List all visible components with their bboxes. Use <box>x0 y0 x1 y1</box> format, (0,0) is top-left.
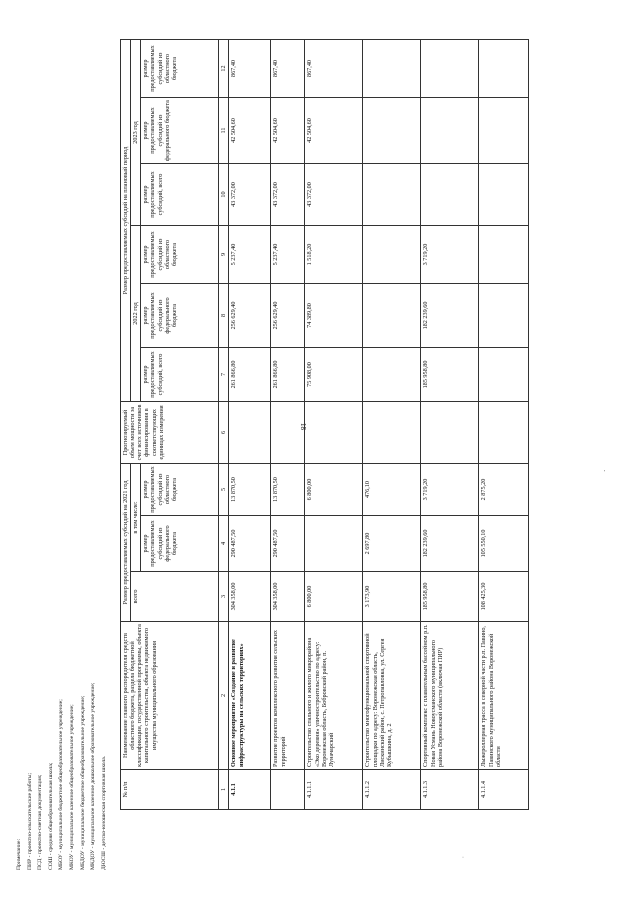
cell-c8: 256 629,40 <box>271 284 305 348</box>
cell-c8: 256 629,40 <box>229 284 271 348</box>
cell-c5: 2 875,20 <box>479 464 529 516</box>
header-2023-total: размер предоставляемых субсидий, всего <box>141 164 219 226</box>
col-num: 12 <box>219 39 229 97</box>
header-2022-reg: размер предоставляемых субсидий из областного бюджета <box>141 226 219 284</box>
cell-c4: 290 487,50 <box>229 516 271 572</box>
cell-c10: 43 372,00 <box>305 164 363 226</box>
cell-c11: 42 504,60 <box>271 98 305 164</box>
cell-c6 <box>271 402 305 464</box>
page-number: 18 <box>299 423 307 430</box>
cell-c6 <box>363 402 421 464</box>
cell-c12: 867,40 <box>305 39 363 97</box>
header-num-row <box>219 39 229 809</box>
col-num: 4 <box>219 516 229 572</box>
cell-no: 4.1.1.2 <box>363 770 421 810</box>
cell-c5: 476,10 <box>363 464 421 516</box>
note-line: МКДОУ - муниципальное казенное дошкольное образовательное учреждение; <box>90 682 97 870</box>
cell-c4: 182 239,60 <box>421 516 479 572</box>
cell-c4: 2 697,80 <box>363 516 421 572</box>
cell-name: Лыжероллерная трасса в северной части р.п. Павино, Павинского муниципального района Воронежской области <box>479 622 529 770</box>
cell-c5: 13 870,50 <box>271 464 305 516</box>
cell-c7 <box>363 348 421 402</box>
cell-c9 <box>479 226 529 284</box>
col-num: 3 <box>219 572 229 622</box>
note-line: МБОУ - муниципальное бюджетное общеобразовательное учреждение; <box>58 699 65 870</box>
note-line: МКОУ - муниципальное казенное общеобразовательное учреждение; <box>68 704 75 870</box>
col-num: 7 <box>219 348 229 402</box>
header-2023: 2023 год <box>131 39 141 225</box>
cell-c11 <box>479 98 529 164</box>
cell-c7 <box>479 348 529 402</box>
col-num: 2 <box>219 622 229 770</box>
header-2021-total: всего <box>131 572 219 622</box>
cell-c11 <box>363 98 421 164</box>
cell-name: Строительство спального и жилого микрорайона «Эко деревня» уличностроительство по адресу: Воронежская область, Бобровский район, п. Луначарский <box>305 622 363 770</box>
header-2021-reg: размер предоставляемых субсидий из областного бюджета <box>141 464 219 516</box>
col-num: 5 <box>219 464 229 516</box>
cell-c4: 290 487,50 <box>271 516 305 572</box>
cell-name: Основное мероприятие «Создание и развитие инфраструктуры на сельских территориях» <box>229 622 271 770</box>
subsidy-table-rotated <box>120 40 600 810</box>
cell-c12: 867,40 <box>229 39 271 97</box>
header-2022-fed: размер предоставляемых субсидий из федерального бюджета <box>141 284 219 348</box>
cell-c3: 304 358,00 <box>271 572 305 622</box>
cell-name: Развитие проектов комплексного развития сельских территорий <box>271 622 305 770</box>
cell-c12 <box>479 39 529 97</box>
cell-c6 <box>229 402 271 464</box>
cell-c12: 867,40 <box>271 39 305 97</box>
cell-c10 <box>421 164 479 226</box>
cell-c12 <box>421 39 479 97</box>
cell-c3: 108 425,30 <box>479 572 529 622</box>
cell-c9: 3 719,20 <box>421 226 479 284</box>
cell-c4 <box>305 516 363 572</box>
col-num: 10 <box>219 164 229 226</box>
cell-c10: 43 372,00 <box>271 164 305 226</box>
cell-c7: 261 866,80 <box>271 348 305 402</box>
cell-c10 <box>363 164 421 226</box>
cell-c7: 261 866,80 <box>229 348 271 402</box>
cell-c5: 3 719,20 <box>421 464 479 516</box>
cell-c8: 74 389,80 <box>305 284 363 348</box>
cell-no: 4.1.1.3 <box>421 770 479 810</box>
scan-mark: · <box>462 855 464 861</box>
cell-c9: 1 518,20 <box>305 226 363 284</box>
cell-c10: 43 372,00 <box>229 164 271 226</box>
cell-c8: 182 239,60 <box>421 284 479 348</box>
header-forecast: Прогнозируемый объем мощности за счет всех источников финансирования в соответствующих единицах измерения <box>121 402 219 464</box>
cell-no: 4.1.1.1 <box>305 770 363 810</box>
subsidy-table <box>120 39 529 810</box>
table-row <box>305 39 363 809</box>
cell-c11: 42 504,60 <box>229 98 271 164</box>
note-line: ПСД - проектно-сметная документация; <box>37 774 44 870</box>
note-line: Примечание: <box>16 838 22 870</box>
cell-c11 <box>421 98 479 164</box>
cell-c5: 13 870,50 <box>229 464 271 516</box>
header-2022: 2022 год <box>131 226 141 402</box>
cell-c9: 5 237,40 <box>271 226 305 284</box>
cell-c9: 5 237,40 <box>229 226 271 284</box>
col-num: 6 <box>219 402 229 464</box>
cell-c8 <box>363 284 421 348</box>
cell-c5: 6 800,00 <box>305 464 363 516</box>
header-2021-incl: в том числе: <box>131 464 141 572</box>
cell-name: Строительство многофункциональной спортивной площадки по адресу: Воронежская область, Лискинский район, с. Петропавловка, ул. Сергея Кубышкина, д. 2 <box>363 622 421 770</box>
header-2023-fed: размер предоставляемых субсидий из федерального бюджета <box>141 98 219 164</box>
notes-block <box>14 430 107 870</box>
note-line: ПИР - проектно-изыскательские работы; <box>26 772 33 870</box>
cell-c12 <box>363 39 421 97</box>
cell-c7: 75 908,00 <box>305 348 363 402</box>
cell-c11: 42 504,60 <box>305 98 363 164</box>
header-no: № п/п <box>121 770 219 810</box>
note-line: ДЮСШ - детско-юношеская спортивная школа. <box>100 755 107 870</box>
cell-c3: 185 958,80 <box>421 572 479 622</box>
header-2021-fed: размер предоставляемых субсидий из федерального бюджета <box>141 516 219 572</box>
col-num: 9 <box>219 226 229 284</box>
table-row <box>421 39 479 809</box>
cell-c6 <box>305 402 363 464</box>
header-name: Наименование главного распорядителя средств областного бюджета, раздела бюджетной классификации, государственной программы, объекта капитального строительства, объекта недвижимого имущества муниципального образования <box>121 622 219 770</box>
cell-no <box>271 770 305 810</box>
header-2023-reg: размер предоставляемых субсидий из областного бюджета <box>141 39 219 97</box>
header-2022-total: размер предоставляемых субсидий, всего <box>141 348 219 402</box>
col-num: 11 <box>219 98 229 164</box>
header-plan-group: Размер предоставляемых субсидий на плановый период <box>121 39 131 401</box>
table-row <box>479 39 529 809</box>
header-2021-group: Размер предоставляемых субсидий на 2021 год <box>121 464 131 622</box>
col-num: 8 <box>219 284 229 348</box>
cell-c6 <box>421 402 479 464</box>
cell-no: 4.1.1 <box>229 770 271 810</box>
cell-c3: 6 800,00 <box>305 572 363 622</box>
cell-c3: 3 173,90 <box>363 572 421 622</box>
col-num: 1 <box>219 770 229 810</box>
table-row <box>363 39 421 809</box>
scan-mark: ' <box>604 470 606 476</box>
cell-c9 <box>363 226 421 284</box>
cell-c7: 185 958,80 <box>421 348 479 402</box>
table-row <box>229 39 271 809</box>
note-line: МБДОУ - муниципальное бюджетное общеобразовательное учреждение; <box>79 695 86 870</box>
cell-c6 <box>479 402 529 464</box>
note-line: СОШ - средняя общеобразовательная школа; <box>47 762 54 870</box>
table-row <box>271 39 305 809</box>
cell-c8 <box>479 284 529 348</box>
cell-name: Спортивный комплекс с плавательным бассейном р.п. Новая Усмань Новоусманского муниципального района Воронежской области (включая ПИР) <box>421 622 479 770</box>
cell-c4: 105 550,10 <box>479 516 529 572</box>
cell-no: 4.1.1.4 <box>479 770 529 810</box>
cell-c3: 304 358,00 <box>229 572 271 622</box>
cell-c10 <box>479 164 529 226</box>
